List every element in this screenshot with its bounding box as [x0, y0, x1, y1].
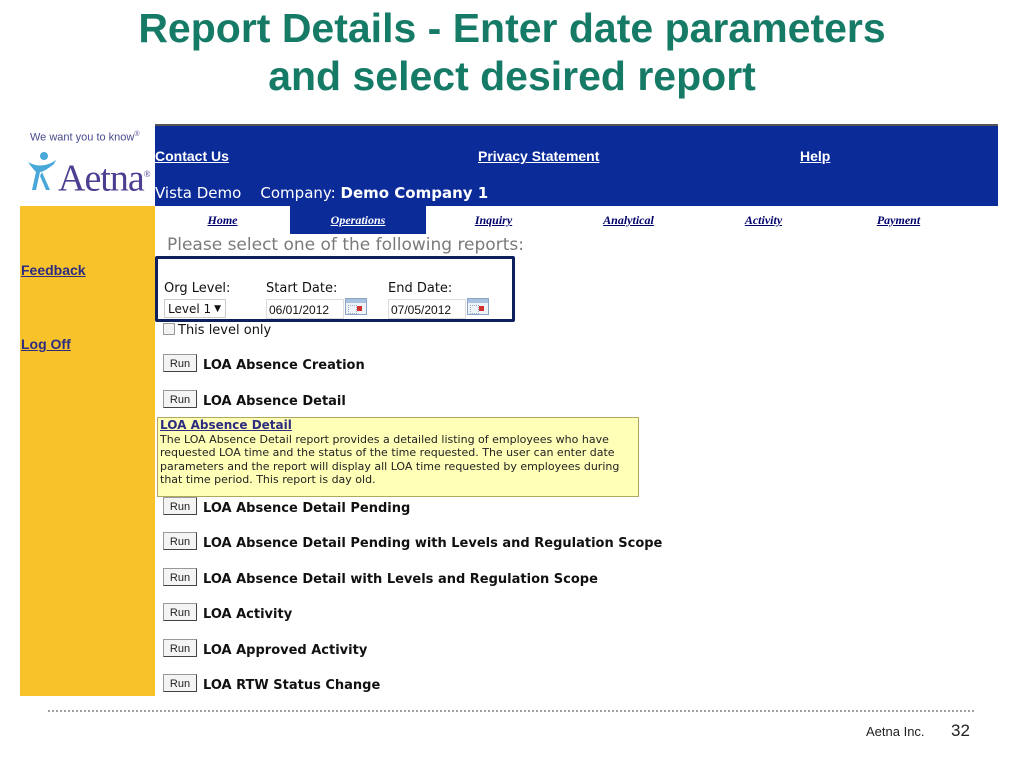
run-button[interactable]: Run [163, 674, 197, 692]
tab-payment[interactable]: Payment [876, 213, 921, 227]
end-date-label: End Date: [388, 281, 453, 296]
start-date-label: Start Date: [266, 281, 338, 296]
report-name: LOA Absence Detail Pending with Levels and Regulation Scope [203, 536, 663, 551]
user-company-line [155, 184, 488, 202]
chevron-down-icon: ▼ [214, 304, 221, 314]
run-button[interactable]: Run [163, 532, 197, 550]
report-name: LOA Absence Creation [203, 358, 365, 373]
org-level-value: Level 1 [168, 302, 212, 316]
footer-divider [48, 710, 974, 712]
report-prompt: Please select one of the following reports: [167, 235, 524, 255]
run-button[interactable]: Run [163, 354, 197, 372]
logo-wordmark: Aetna® [58, 157, 150, 200]
start-date-input[interactable]: 06/01/2012 [266, 299, 344, 319]
run-button[interactable]: Run [163, 603, 197, 621]
main-nav-tabs [155, 206, 998, 234]
report-name: LOA Absence Detail Pending [203, 501, 411, 516]
contact-us-link[interactable]: Contact Us [155, 148, 229, 164]
top-navigation-bar [155, 124, 998, 206]
tooltip-body: The LOA Absence Detail report provides a detailed listing of employees who have requested LOA time and the status of the time requested. The user can enter date parameters and the report will display all LOA time requested by employees during that time period. This report is day old. [160, 432, 620, 486]
aetna-logo [20, 124, 155, 206]
this-level-only-row [163, 323, 271, 338]
report-name: LOA Approved Activity [203, 643, 368, 658]
footer-company: Aetna Inc. [866, 724, 925, 739]
date-parameters-panel [155, 256, 515, 322]
tooltip-title: LOA Absence Detail [160, 418, 292, 432]
end-date-input[interactable]: 07/05/2012 [388, 299, 466, 319]
tab-operations[interactable]: Operations [290, 206, 426, 234]
sidebar-item-feedback[interactable]: Feedback [21, 262, 86, 278]
run-button[interactable]: Run [163, 568, 197, 586]
this-level-only-checkbox[interactable] [163, 323, 175, 335]
end-date-calendar-icon[interactable] [467, 298, 489, 315]
sidebar-item-log-off[interactable]: Log Off [21, 336, 71, 352]
report-description-tooltip [157, 417, 639, 497]
start-date-calendar-icon[interactable] [345, 298, 367, 315]
company-label: Company: [260, 184, 336, 202]
privacy-statement-link[interactable]: Privacy Statement [478, 148, 600, 164]
logo-tagline: We want you to know® [30, 131, 140, 144]
run-button[interactable]: Run [163, 390, 197, 408]
run-button[interactable]: Run [163, 497, 197, 515]
report-name: LOA Activity [203, 607, 293, 622]
slide-title-line-2: and select desired report [268, 53, 756, 99]
aetna-figure-icon [26, 150, 58, 194]
report-name: LOA Absence Detail [203, 394, 346, 409]
tab-analytical[interactable]: Analytical [603, 213, 654, 227]
page-number: 32 [951, 721, 970, 740]
slide-title [0, 4, 1024, 100]
run-button[interactable]: Run [163, 639, 197, 657]
tab-home[interactable]: Home [207, 213, 238, 227]
org-level-label: Org Level: [164, 281, 231, 296]
company-name: Demo Company 1 [340, 184, 489, 202]
tab-inquiry[interactable]: Inquiry [474, 213, 513, 227]
report-name: LOA Absence Detail with Levels and Regulation Scope [203, 572, 598, 587]
report-name: LOA RTW Status Change [203, 678, 381, 693]
sidebar [20, 206, 155, 696]
tab-activity[interactable]: Activity [744, 213, 783, 227]
this-level-only-label: This level only [178, 323, 272, 338]
app-screenshot [20, 124, 998, 696]
slide-title-line-1: Report Details - Enter date parameters [138, 5, 886, 51]
org-level-select[interactable] [164, 299, 226, 318]
help-link[interactable]: Help [800, 148, 831, 164]
user-name: Vista Demo [155, 184, 242, 202]
